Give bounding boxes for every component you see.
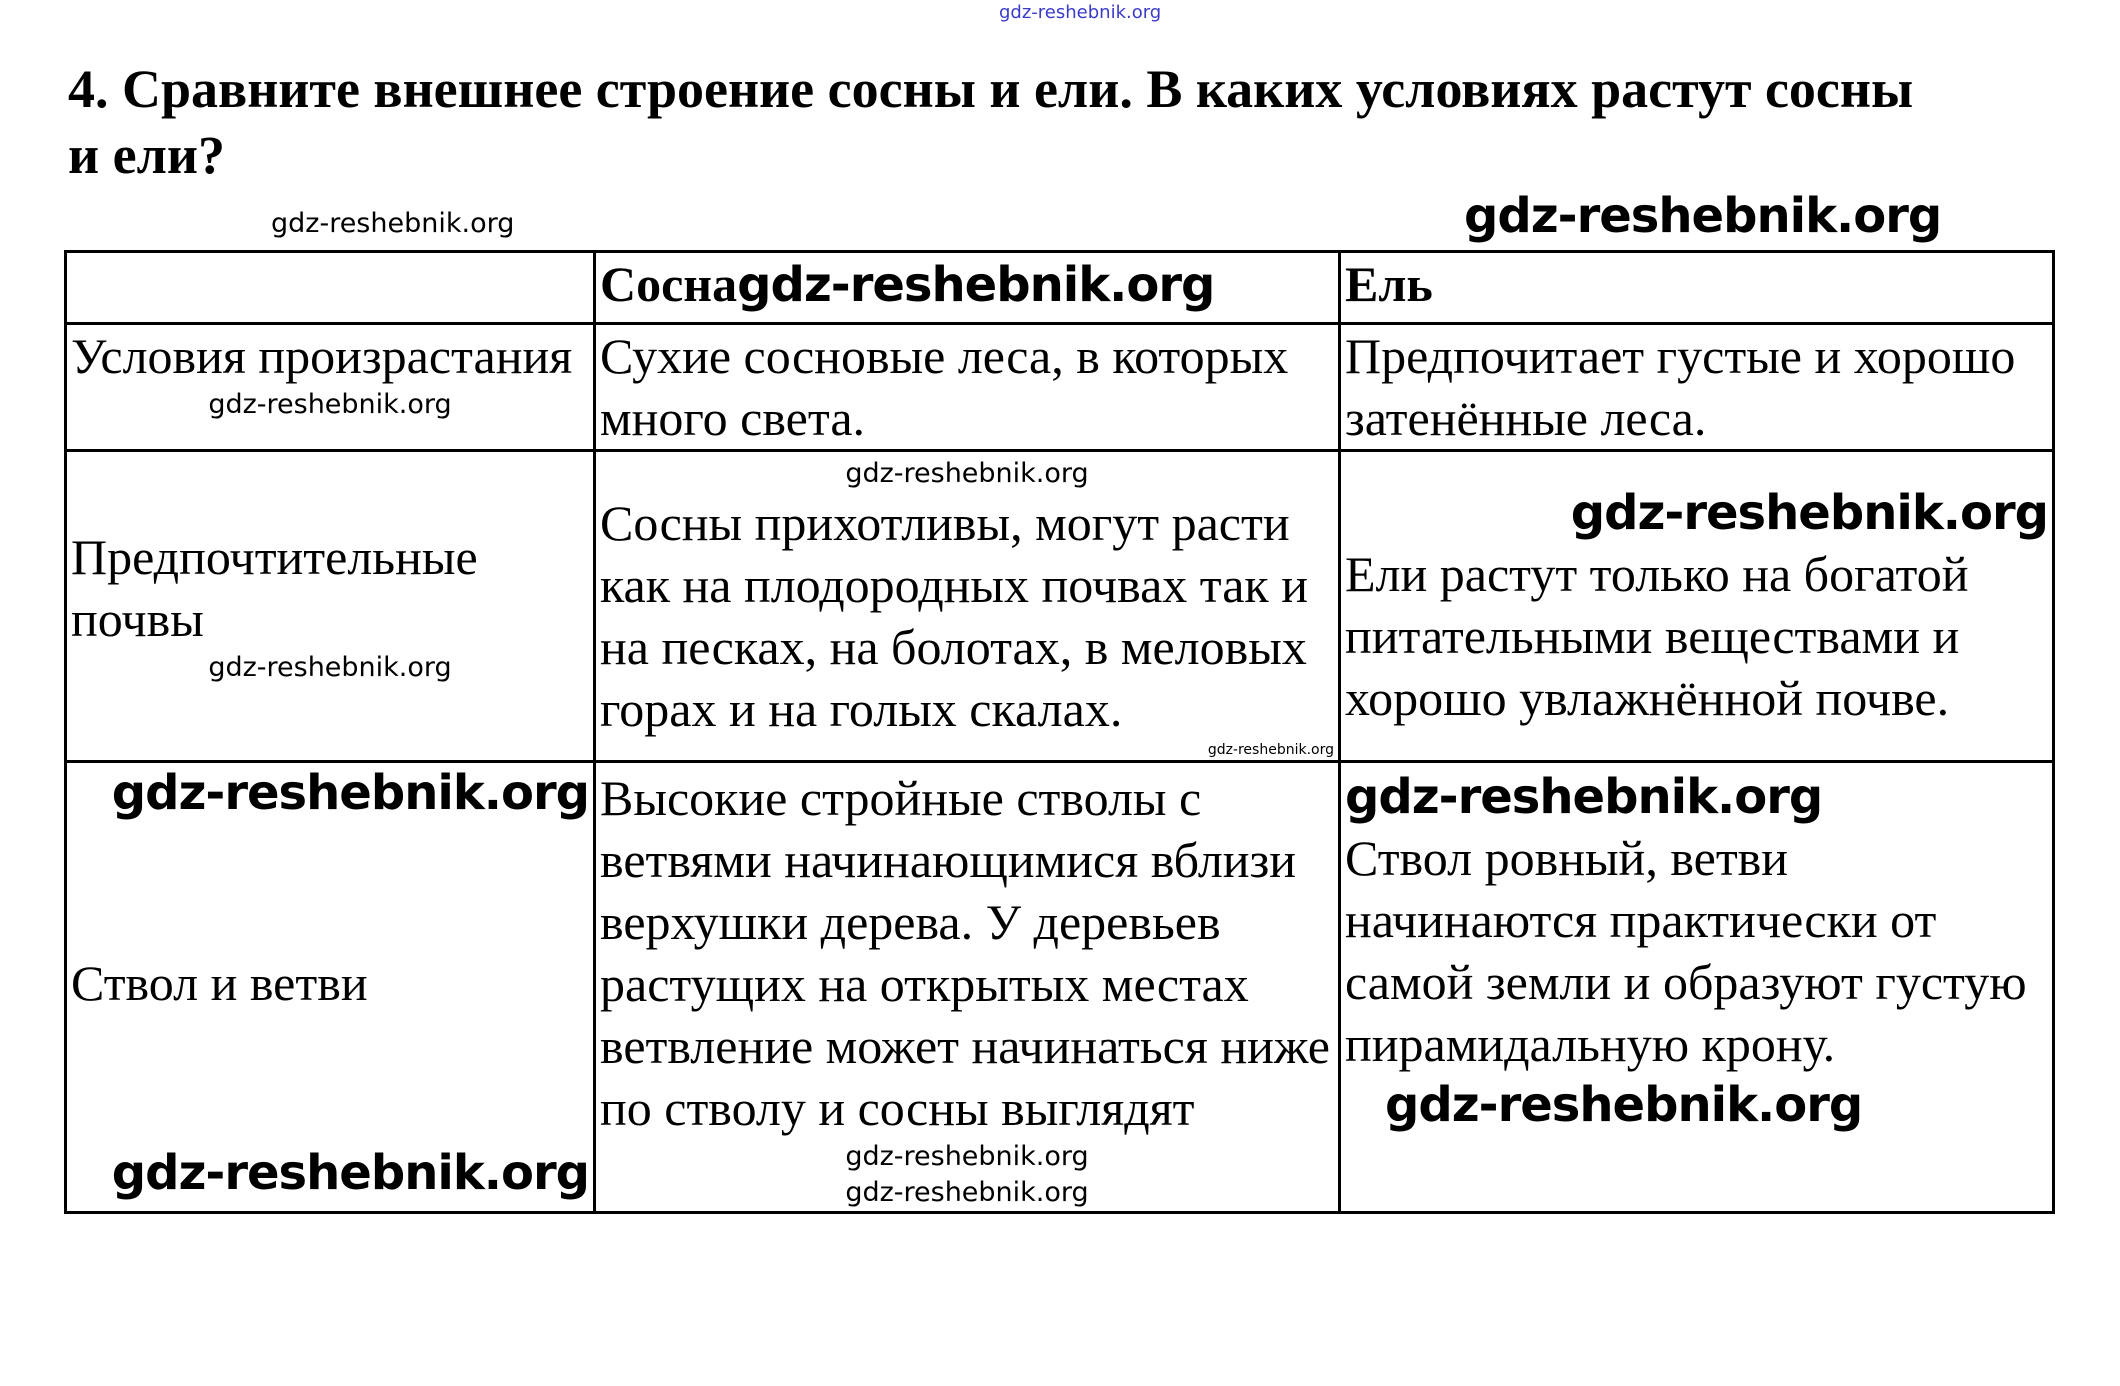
- row-label: Предпочтительные почвы: [71, 529, 478, 647]
- row-label: Ствол и ветви: [71, 955, 368, 1011]
- watermark: gdz-reshebnik.org: [845, 1177, 1089, 1208]
- watermark: gdz-reshebnik.org: [1345, 769, 1823, 825]
- spruce-cell: [1340, 762, 2054, 1213]
- watermark: gdz-reshebnik.org: [845, 1141, 1089, 1172]
- watermark: gdz-reshebnik.org: [1207, 742, 1334, 758]
- spruce-text: Ствол ровный, ветви начинаются практически от самой земли и образуют густую пирамидальную крону.: [1345, 830, 2027, 1072]
- watermark: gdz-reshebnik.org: [999, 2, 1162, 23]
- watermark: gdz-reshebnik.org: [111, 765, 589, 821]
- table-header-row: [66, 252, 2054, 324]
- pine-cell: [595, 451, 1340, 762]
- pine-text: Высокие стройные стволы с ветвями начинающимися вблизи верхушки дерева. У деревьев растущих на открытых местах ветвление может начинаться ниже по стволу и сосны выглядят: [600, 770, 1330, 1136]
- comparison-table: [64, 250, 2055, 1214]
- watermark: gdz-reshebnik.org: [1570, 485, 2048, 541]
- row-label: Условия произрастания: [71, 328, 573, 384]
- watermark: gdz-reshebnik.org: [208, 652, 452, 683]
- table-row: [66, 451, 2054, 762]
- watermark: gdz-reshebnik.org: [111, 1145, 589, 1201]
- watermark: gdz-reshebnik.org: [737, 257, 1215, 313]
- watermark: gdz-reshebnik.org: [271, 208, 515, 239]
- spruce-cell: [1340, 324, 2054, 451]
- pine-text: Сухие сосновые леса, в которых много света.: [600, 328, 1289, 446]
- watermark: gdz-reshebnik.org: [1385, 1077, 1863, 1133]
- watermark: gdz-reshebnik.org: [845, 458, 1089, 489]
- spruce-cell: [1340, 451, 2054, 762]
- pine-text: Сосны прихотливы, могут расти как на плодородных почвах так и на песках, на болотах, в меловых горах и на голых скалах.: [600, 495, 1308, 737]
- header-pine: [595, 252, 1340, 324]
- pine-cell: [595, 762, 1340, 1213]
- watermark: gdz-reshebnik.org: [1464, 188, 1942, 244]
- spruce-text: Предпочитает густые и хорошо затенённые леса.: [1345, 328, 2016, 446]
- header-empty: [66, 252, 595, 324]
- header-spruce: Ель: [1340, 252, 2054, 324]
- spruce-text: Ели растут только на богатой питательными веществами и хорошо увлажнённой почве.: [1345, 546, 1969, 726]
- row-label-cell: [66, 762, 595, 1213]
- row-label-cell: [66, 451, 595, 762]
- page-title: 4. Сравните внешнее строение сосны и ели. В каких условиях растут сосны и ели?: [68, 59, 1914, 185]
- watermark: gdz-reshebnik.org: [208, 389, 452, 420]
- header-pine-label: Сосна: [600, 256, 738, 312]
- row-label-cell: [66, 324, 595, 451]
- table-row: [66, 762, 2054, 1213]
- pine-cell: [595, 324, 1340, 451]
- table-row: [66, 324, 2054, 451]
